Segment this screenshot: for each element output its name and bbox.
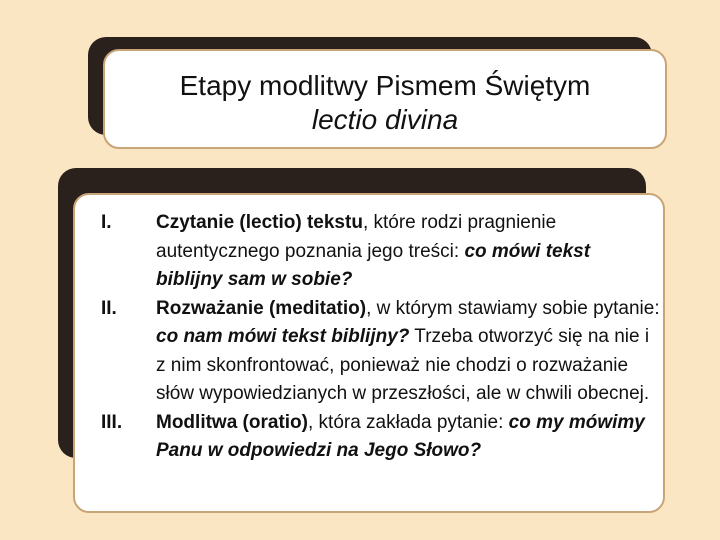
step-item-1: [101, 209, 661, 295]
step-item-2: [101, 295, 661, 409]
step-question: co nam mówi tekst biblijny?: [156, 326, 410, 347]
step-numeral: I.: [101, 212, 112, 233]
step-text: , które rodzi pragnienie autentycznego poznania jego treści:: [156, 212, 557, 262]
step-item-3: [101, 409, 661, 466]
steps-list: [101, 209, 661, 466]
title-subtitle: lectio divina: [311, 104, 459, 135]
step-numeral: III.: [101, 411, 123, 433]
step-term: Rozważanie (meditatio): [156, 297, 367, 319]
step-question: co my mówimy Panu w odpowiedzi na Jego Słowo?: [156, 411, 645, 461]
step-rest: Trzeba otworzyć się na nie i z nim skonfrontować, ponieważ nie chodzi o rozważanie słów wypowiedzianych w przeszłości, ale w chwili obecnej.: [156, 326, 650, 404]
step-question: co mówi tekst biblijny sam w sobie?: [156, 240, 591, 290]
step-term: Czytanie (lectio) tekstu: [156, 212, 363, 233]
step-term: Modlitwa (oratio): [156, 411, 308, 433]
title-main: Etapy modlitwy Pismem Świętym: [179, 70, 591, 101]
step-numeral: II.: [101, 297, 117, 319]
content-panel: [73, 193, 665, 513]
title-panel: [103, 49, 667, 149]
step-text: , która zakłada pytanie:: [307, 411, 509, 433]
step-text: , w którym stawiamy sobie pytanie:: [366, 297, 660, 319]
